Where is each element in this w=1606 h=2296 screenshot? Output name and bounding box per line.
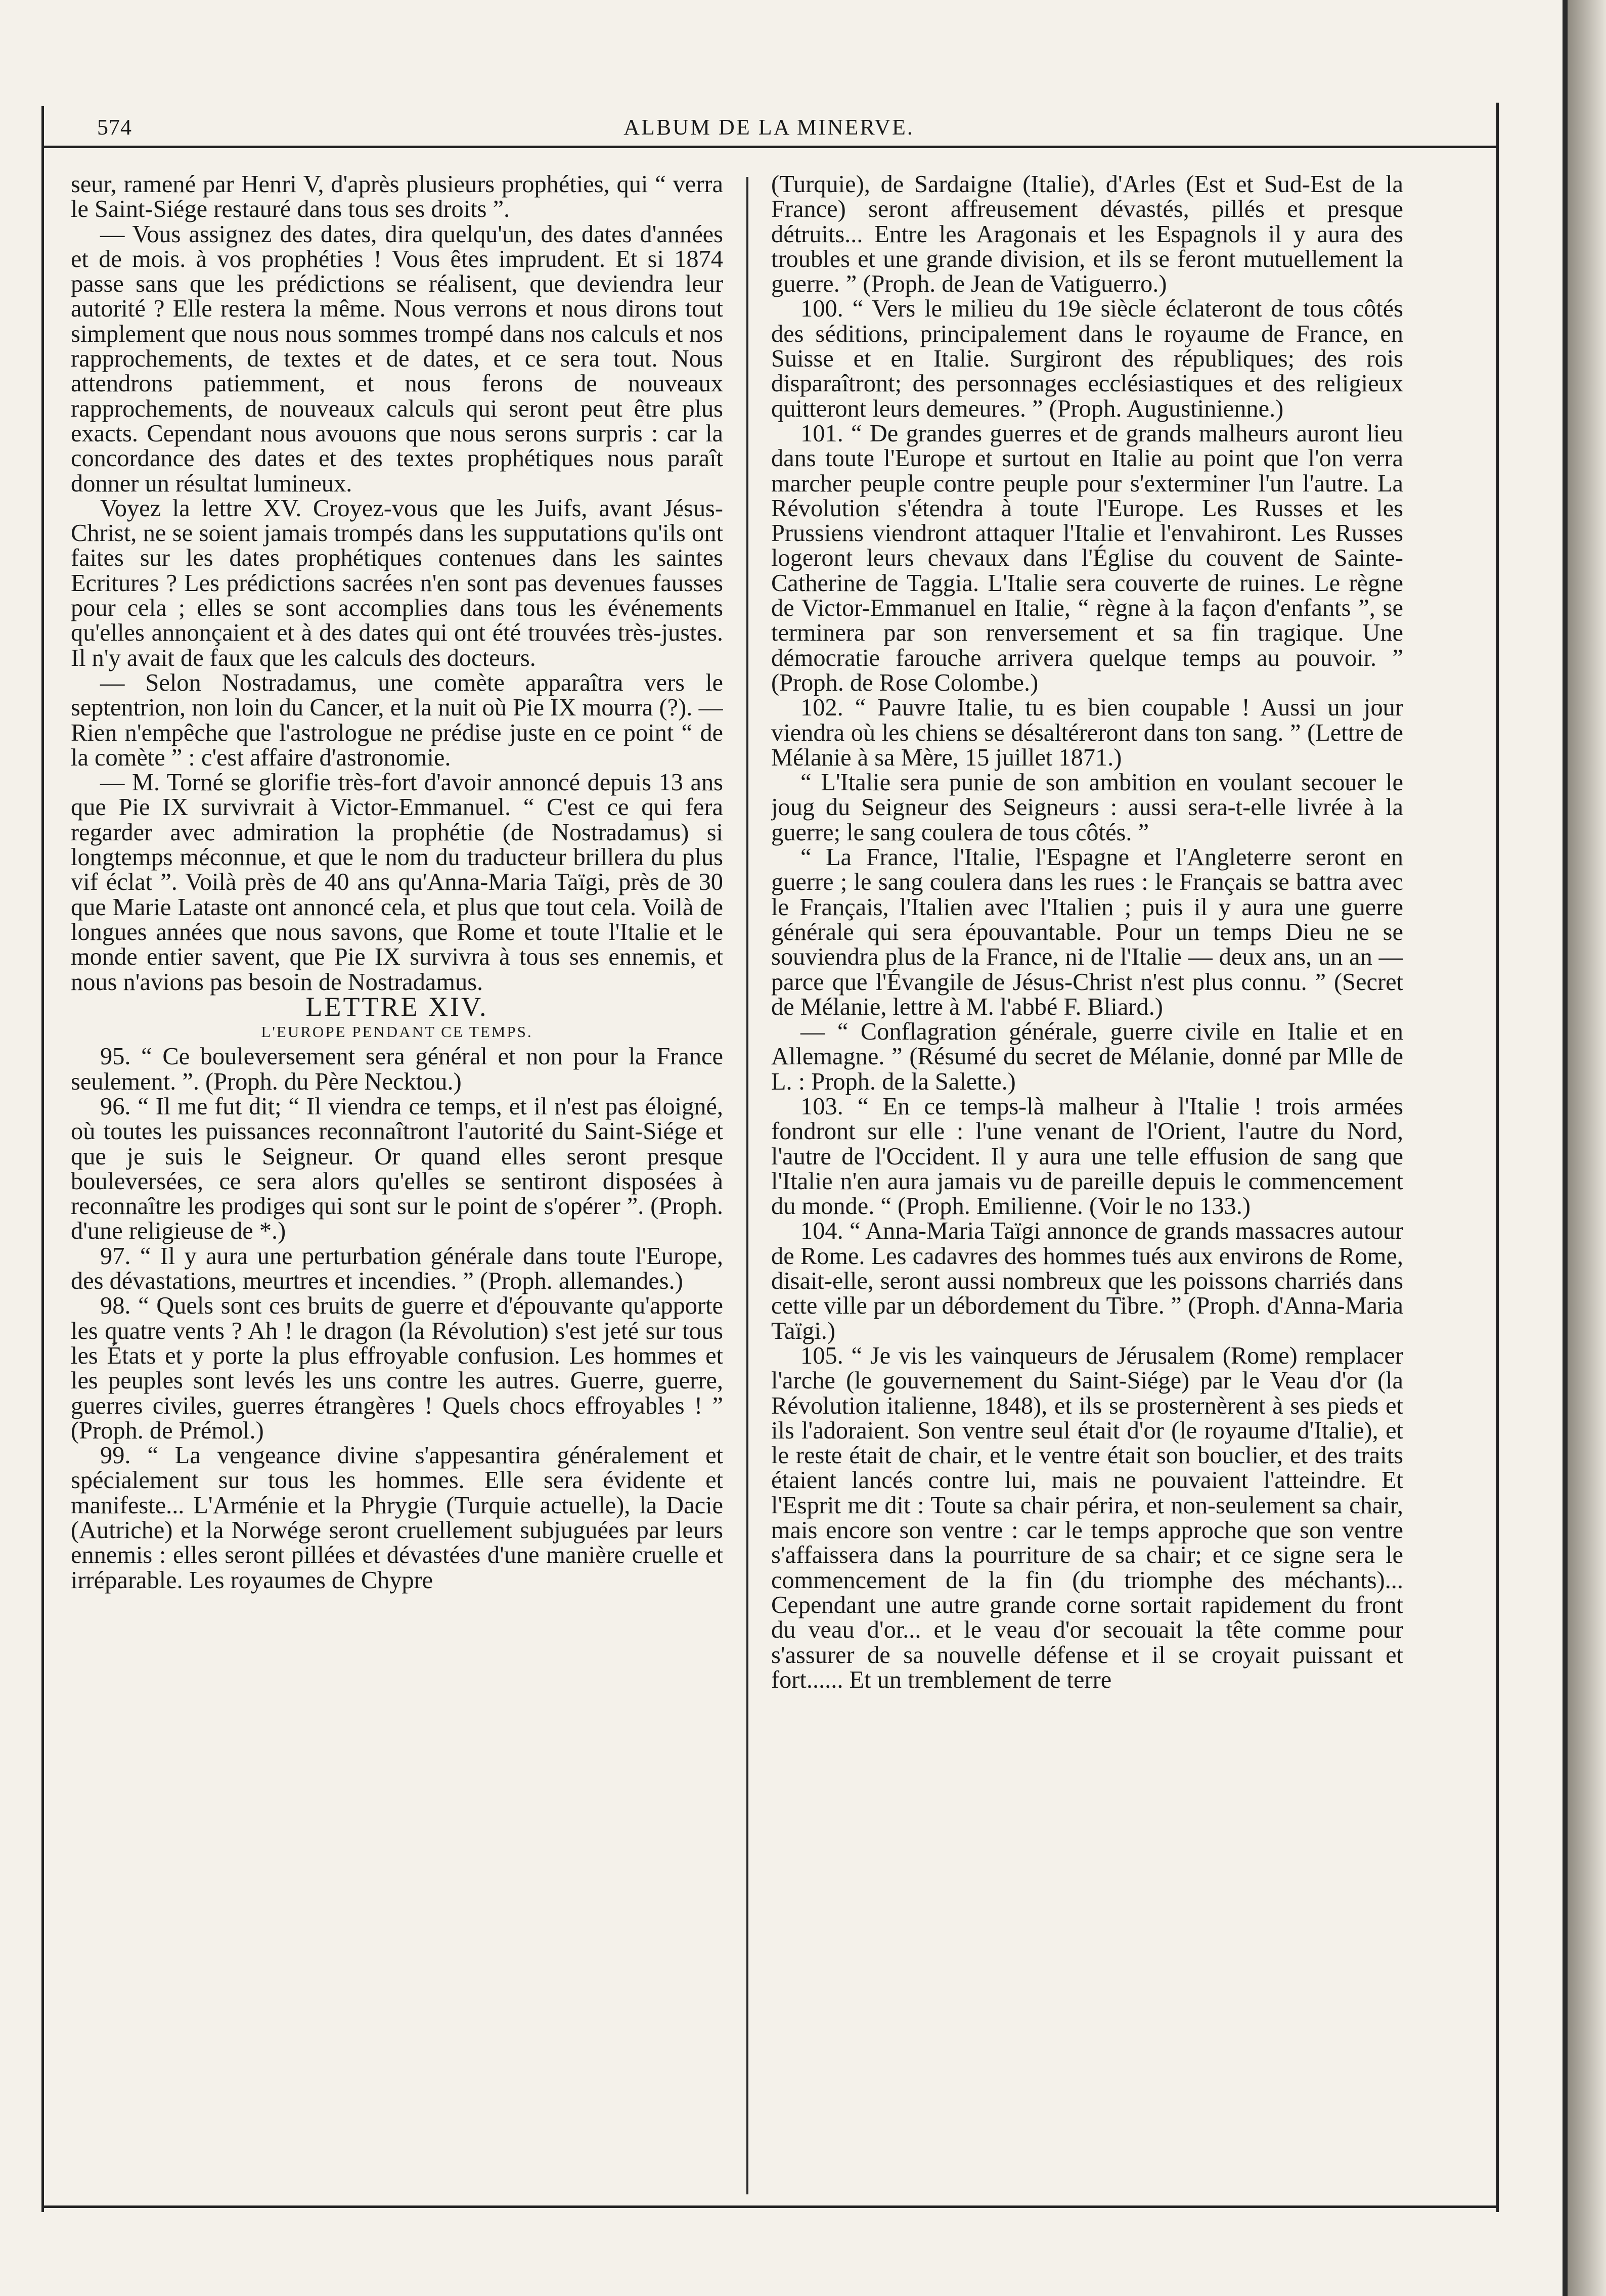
letter-heading: LETTRE XIV.: [305, 991, 488, 1022]
paragraph: 98. “ Quels sont ces bruits de guerre et d'épouvante qu'apporte les quatre vents ? Ah ! le dragon (la Révolution) s'est jeté sur tous les États et y porte la plus effroyable confusion. Les hommes et les peuples sont levés les uns contre les autres. Guerre, guerre, guerres civiles, guerres étrangères ! Quels chocs effroyables ! ” (Proph. de Prémol.): [71, 1292, 723, 1444]
footer-rule: [41, 2205, 1496, 2208]
left-text-column: [71, 172, 723, 2154]
paragraph: (Turquie), de Sardaigne (Italie), d'Arles (Est et Sud-Est de la France) seront affreusement dévastés, pillés et presque détruits... Entre les Aragonais et les Espagnols il y aura des troubles et une grande division, et ils se feront mutuellement la guerre. ” (Proph. de Jean de Vatiguerro.): [771, 172, 1403, 298]
paragraph: 105. “ Je vis les vainqueurs de Jérusalem (Rome) remplacer l'arche (le gouvernement du Saint-Siége) par le Veau d'or (la Révolution italienne, 1848), et ils se prosternèrent à ses pieds et ils l'adoraient. Son ventre seul était d'or (le royaume d'Italie), et le reste était de chair, et le ventre était son bouclier, et des traits étaient lancés contre lui, mais ne pouvaient l'atteindre. Et l'Esprit me dit : Toute sa chair périra, et non-seulement sa chair, mais encore son ventre : car le temps approche que son ventre s'affaissera dans la pourriture de sa chair; et ce signe sera le commencement de la fin (du triomphe des méchants)... Cependant une autre grande corne sortait rapidement du front du veau d'or... et le veau d'or secouait la tête comme pour s'assurer de sa nouvelle défense et il se croyait puissant et fort...... Et un tremblement de terre: [771, 1342, 1403, 1693]
page-number: 574: [97, 115, 132, 140]
paragraph: — M. Torné se glorifie très-fort d'avoir annoncé depuis 13 ans que Pie IX survivrait à Victor-Emmanuel. “ C'est ce qui fera regarder avec admiration la prophétie (de Nostradamus) si longtemps méconnue, et que le nom du traducteur brillera du plus vif éclat ”. Voilà près de 40 ans qu'Anna-Maria Taïgi, près de 30 que Marie Lataste ont annoncé cela, et plus que tout cela. Voilà de longues années que nous savons, que Rome et toute l'Italie et le monde entier savent, que Pie IX survivra à tous ses ennemis, et nous n'avions pas besoin de Nostradamus.: [71, 769, 723, 996]
column-divider: [746, 177, 748, 2194]
paragraph: 103. “ En ce temps-là malheur à l'Italie ! trois armées fondront sur elle : l'une venant de l'Orient, l'autre du Nord, l'autre de l'Occident. Il y aura une telle effusion de sang que l'Italie n'en aura jamais vu de pareille depuis le commencement du monde. “ (Proph. Emilienne. (Voir le no 133.): [771, 1093, 1403, 1220]
paragraph: “ La France, l'Italie, l'Espagne et l'Angleterre seront en guerre ; le sang coulera dans les rues : le Français se battra avec le Français, l'Italien avec l'Italien ; puis il y aura une guerre générale qui sera épouvantable. Pour un temps Dieu ne se souviendra plus de la France, ni de l'Italie — deux ans, un an — parce que l'Évangile de Jésus-Christ n'est plus connu. ” (Secret de Mélanie, lettre à M. l'abbé F. Bliard.): [771, 844, 1403, 1020]
paragraph: 97. “ Il y aura une perturbation générale dans toute l'Europe, des dévastations, meurtres et incendies. ” (Proph. allemandes.): [71, 1242, 723, 1295]
paragraph: 95. “ Ce bouleversement sera général et non pour la France seulement. ”. (Proph. du Père Necktou.): [71, 1043, 723, 1095]
letter-subheading: L'EUROPE PENDANT CE TEMPS.: [261, 1023, 533, 1041]
page-binding-shadow: [1568, 0, 1606, 2296]
paragraph: 101. “ De grandes guerres et de grands malheurs auront lieu dans toute l'Europe et surtout en Italie au point que l'on verra marcher peuple contre peuple pour s'exterminer l'un l'autre. La Révolution s'étendra à toute l'Europe. Les Russes et les Prussiens viendront attaquer l'Italie et l'envahiront. Les Russes logeront leurs chevaux dans l'Église du couvent de Sainte-Catherine de Taggia. L'Italie sera couverte de ruines. Le règne de Victor-Emmanuel en Italie, “ règne à la façon d'enfants ”, se terminera par son renversement et sa fin tragique. Une démocratie farouche arrivera quelque temps au pouvoir. ” (Proph. de Rose Colombe.): [771, 420, 1403, 696]
paragraph: “ L'Italie sera punie de son ambition en voulant secouer le joug du Seigneur des Seigneurs : aussi sera-t-elle livrée à la guerre; le sang coulera de tous côtés. ”: [771, 769, 1403, 846]
paragraph: 96. “ Il me fut dit; “ Il viendra ce temps, et il n'est pas éloigné, où toutes les puissances reconnaîtront l'autorité du Saint-Siége et que je suis le Seigneur. Or quand elles seront presque bouleversées, ce sera alors qu'elles se sentiront disposées à reconnaître les prodiges qui sont sur le point de s'opérer ”. (Proph. d'une religieuse de *.): [71, 1093, 723, 1245]
paragraph: — Selon Nostradamus, une comète apparaîtra vers le septentrion, non loin du Cancer, et la nuit où Pie IX mourra (?). — Rien n'empêche que l'astrologue ne prédise juste en ce point “ de la comète ” : c'est affaire d'astronomie.: [71, 669, 723, 771]
header-rule-tick: [1496, 103, 1499, 148]
paragraph: 100. “ Vers le milieu du 19e siècle éclateront de tous côtés des séditions, principalement dans le royaume de France, en Suisse et en Italie. Surgiront des républiques; des rois disparaîtront; des personnages ecclésiastiques et des religieux quitteront leurs demeures. ” (Proph. Augustinienne.): [771, 295, 1403, 422]
paragraph: — Vous assignez des dates, dira quelqu'un, des dates d'années et de mois. à vos prophéties ! Vous êtes imprudent. Et si 1874 passe sans que les prédictions se réalisent, que deviendra leur autorité ? Elle restera la même. Nous verrons et nous dirons tout simplement que nous nous sommes trompé dans nos calculs et nos rapprochements, de textes et de dates, et ce sera tout. Nous attendrons patiemment, et nous ferons de nouveaux rapprochements, de nouveaux calculs qui seront peut être plus exacts. Cependant nous avouons que nous serons surpris : car la concordance des dates et des textes prophétiques nous paraît donner un résultat lumineux.: [71, 220, 723, 497]
paragraph: 102. “ Pauvre Italie, tu es bien coupable ! Aussi un jour viendra où les chiens se désaltéreront dans ton sang. ” (Lettre de Mélanie à sa Mère, 15 juillet 1871.): [771, 694, 1403, 771]
paragraph: 104. “ Anna-Maria Taïgi annonce de grands massacres autour de Rome. Les cadavres des hommes tués aux environs de Rome, disait-elle, seront aussi nombreux que les poissons charriés dans cette ville par un débordement du Tibre. ” (Proph. d'Anna-Maria Taïgi.): [771, 1218, 1403, 1344]
paragraph: seur, ramené par Henri V, d'après plusieurs prophéties, qui “ verra le Saint-Siége restauré dans tous ses droits ”.: [71, 172, 723, 223]
paragraph: 99. “ La vengeance divine s'appesantira généralement et spécialement sur tous les hommes. Elle sera évidente et manifeste... L'Arménie et la Phrygie (Turquie actuelle), la Dacie (Autriche) et la Norwége seront cruellement subjuguées par leurs ennemis : elles seront pillées et dévastées d'une manière cruelle et irréparable. Les royaumes de Chypre: [71, 1442, 723, 1594]
paragraph: — “ Conflagration générale, guerre civile en Italie et en Allemagne. ” (Résumé du secret de Mélanie, donné par Mlle de L. : Proph. de la Salette.): [771, 1018, 1403, 1095]
page-binding-edge: [1563, 0, 1568, 2296]
right-text-column: [771, 172, 1403, 2154]
page-header: [41, 110, 1496, 148]
paragraph: Voyez la lettre XV. Croyez-vous que les Juifs, avant Jésus-Christ, ne se soient jamais trompés dans les supputations qu'ils ont faites sur les dates prophétiques contenues dans les saintes Ecritures ? Les prédictions sacrées n'en sont pas devenues fausses pour cela ; elles se sont accomplies dans tous les événements qu'elles annonçaient et à des dates qui ont été trouvées très-justes. Il n'y avait de faux que les calculs des docteurs.: [71, 494, 723, 671]
running-title: ALBUM DE LA MINERVE.: [623, 115, 914, 140]
